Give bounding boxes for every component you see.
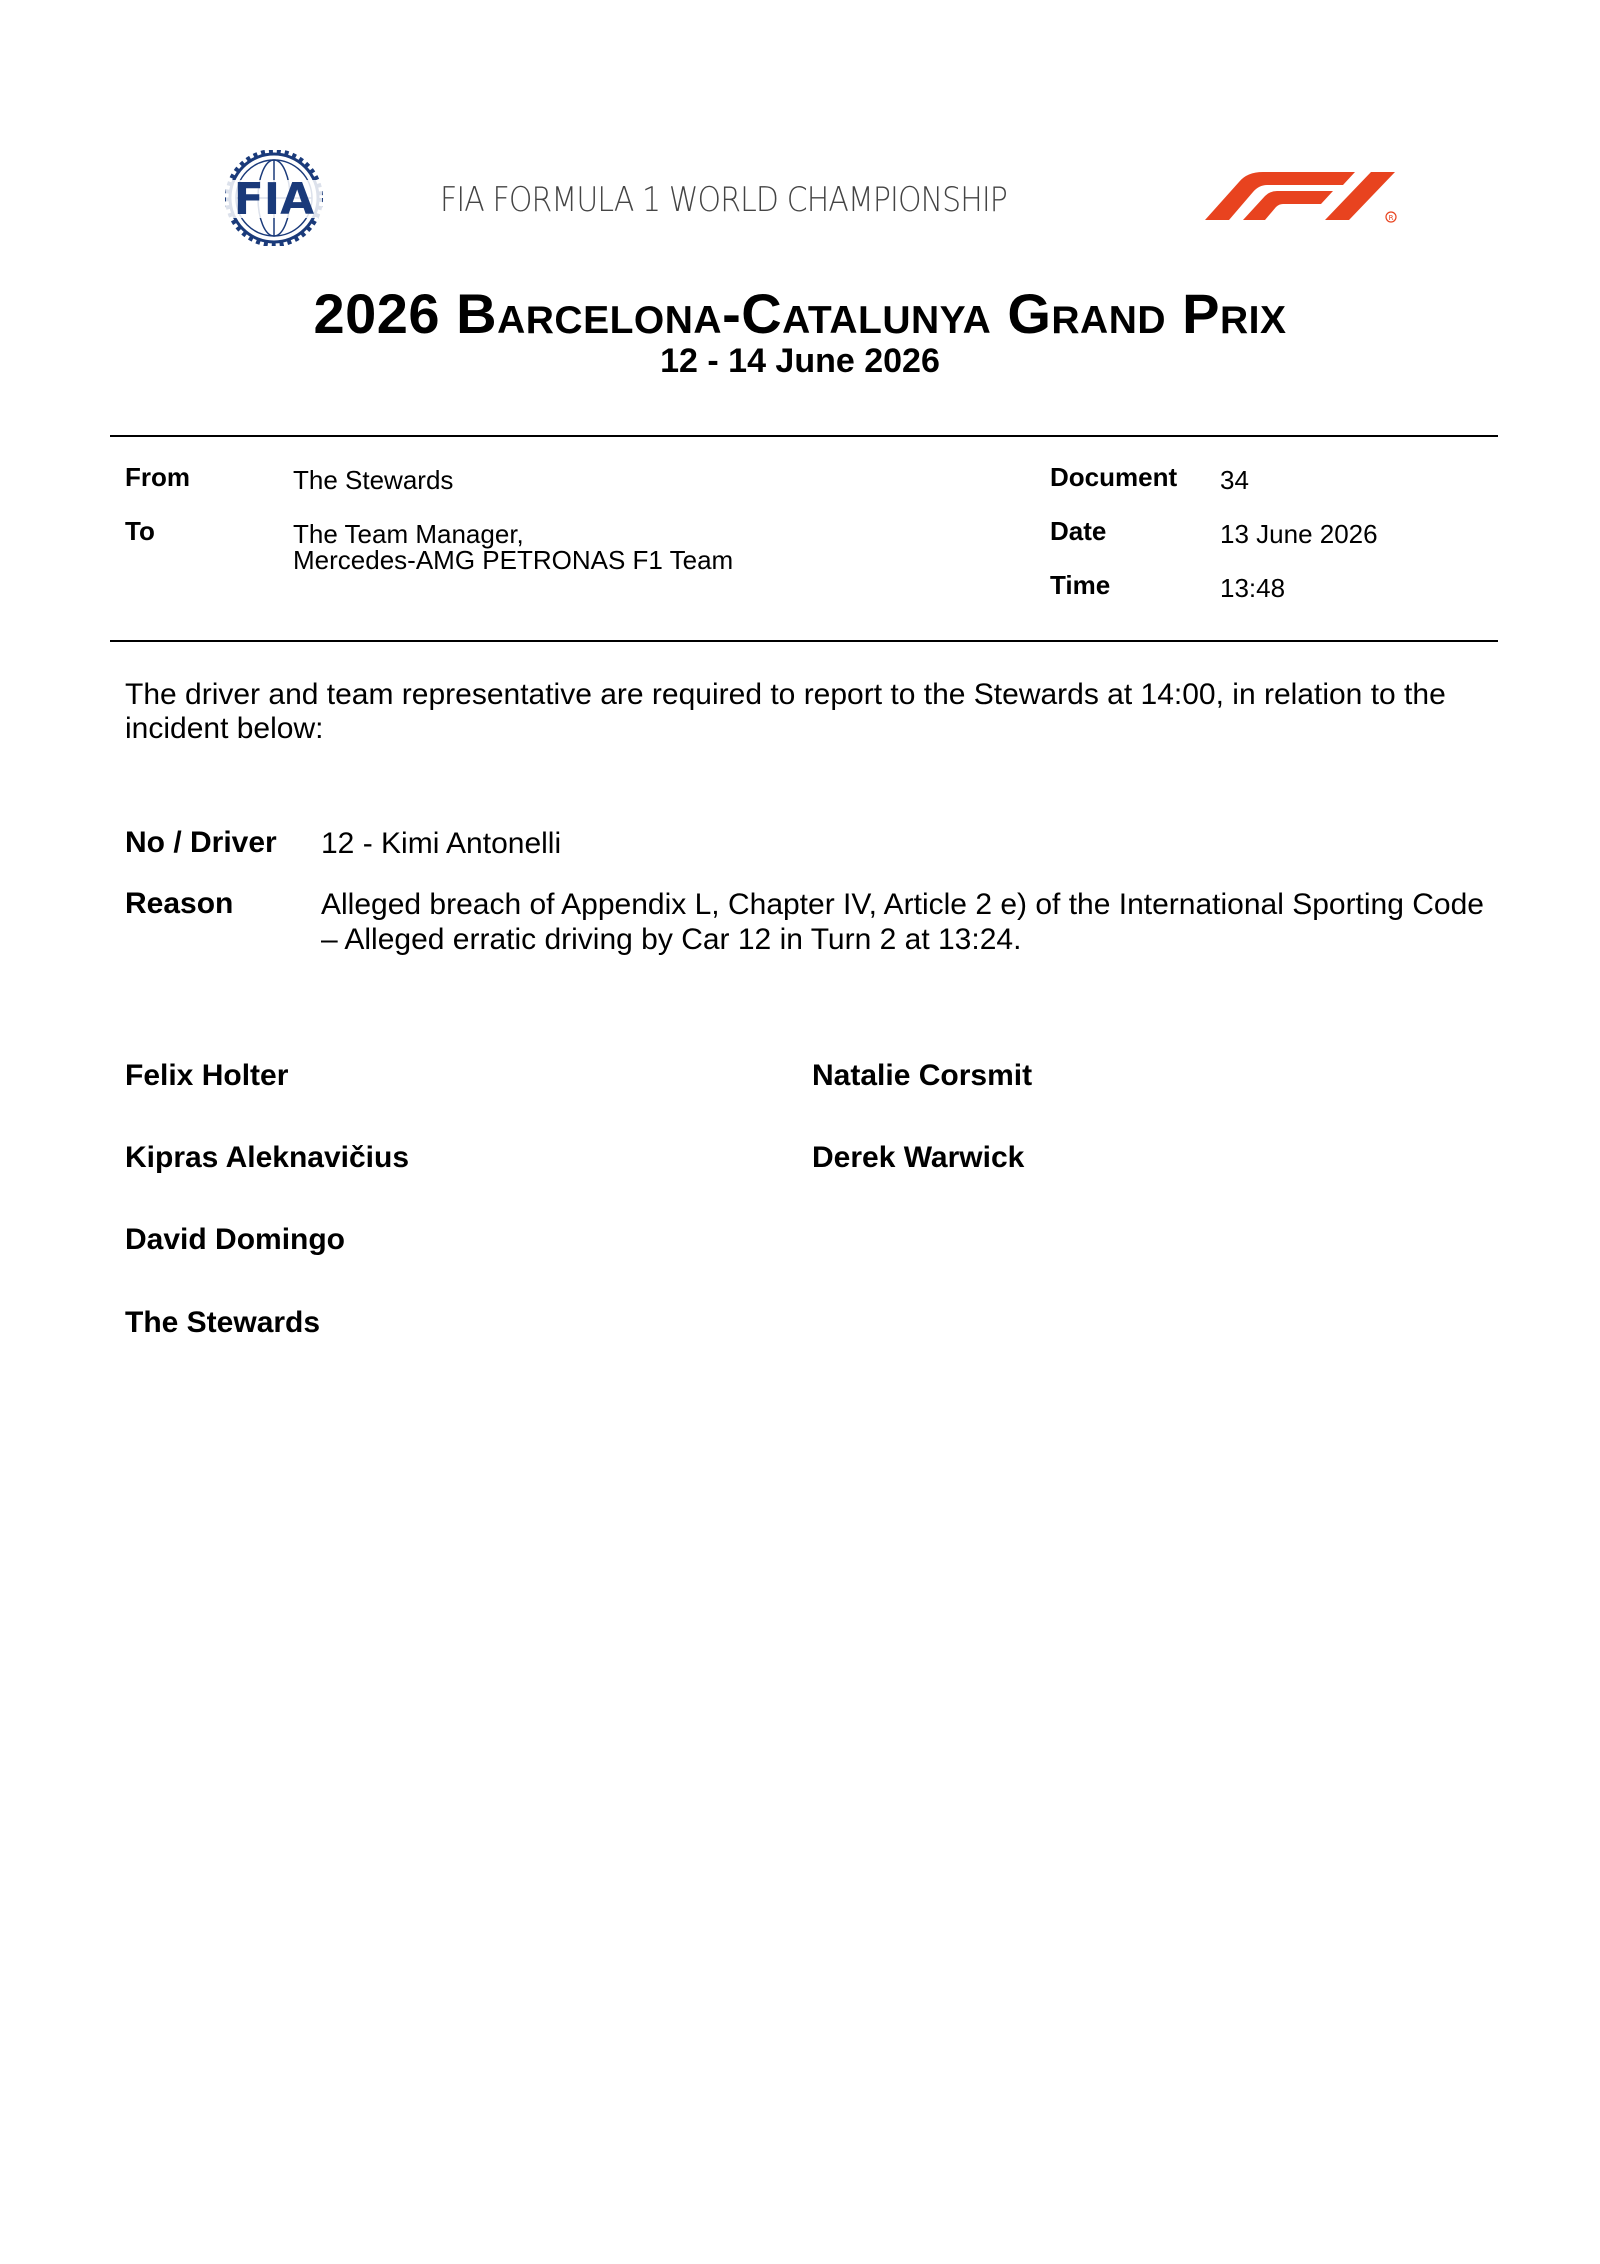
driver-label: No / Driver [125, 826, 277, 859]
steward-name: Felix Holter [125, 1059, 289, 1092]
from-value: The Stewards [293, 465, 454, 495]
steward-name: Derek Warwick [812, 1141, 1025, 1174]
time-value: 13:48 [1220, 573, 1286, 603]
reason-value: Alleged breach of Appendix L, Chapter IV, Article 2 e) of the International Sporting Code – Alleged erratic driving by Car 12 in Turn 2 at 13:24. [321, 888, 1484, 956]
to-line-1: The Team Manager, [293, 519, 524, 549]
steward-name: Natalie Corsmit [812, 1059, 1033, 1092]
document-value: 34 [1220, 465, 1249, 495]
document-label: Document [1050, 462, 1178, 492]
event-title: 2026 Barcelona-Catalunya Grand Prix [313, 282, 1287, 345]
reason-label: Reason [125, 887, 234, 920]
time-label: Time [1050, 570, 1111, 600]
divider-top [110, 435, 1498, 437]
driver-value: 12 - Kimi Antonelli [321, 827, 562, 860]
date-label: Date [1050, 516, 1107, 546]
from-label: From [125, 462, 190, 492]
fia-logo [204, 150, 342, 246]
to-line-2: Mercedes-AMG PETRONAS F1 Team [293, 545, 734, 575]
summons-intro: The driver and team representative are required to report to the Stewards at 14:00, in relation to the incident below: [125, 678, 1446, 745]
svg-text:FIA: FIA [233, 174, 315, 225]
event-dates: 12 - 14 June 2026 [660, 342, 940, 380]
divider-bottom [110, 640, 1498, 642]
date-value: 13 June 2026 [1220, 519, 1378, 549]
stewards-signature: The Stewards [125, 1306, 321, 1339]
f1-logo [1205, 168, 1400, 224]
steward-name: David Domingo [125, 1223, 346, 1256]
svg-text:R: R [1388, 214, 1394, 222]
championship-name: FIA FORMULA 1 WORLD CHAMPIONSHIP [440, 180, 1007, 220]
to-label: To [125, 516, 155, 546]
steward-name: Kipras Aleknavičius [125, 1141, 410, 1174]
